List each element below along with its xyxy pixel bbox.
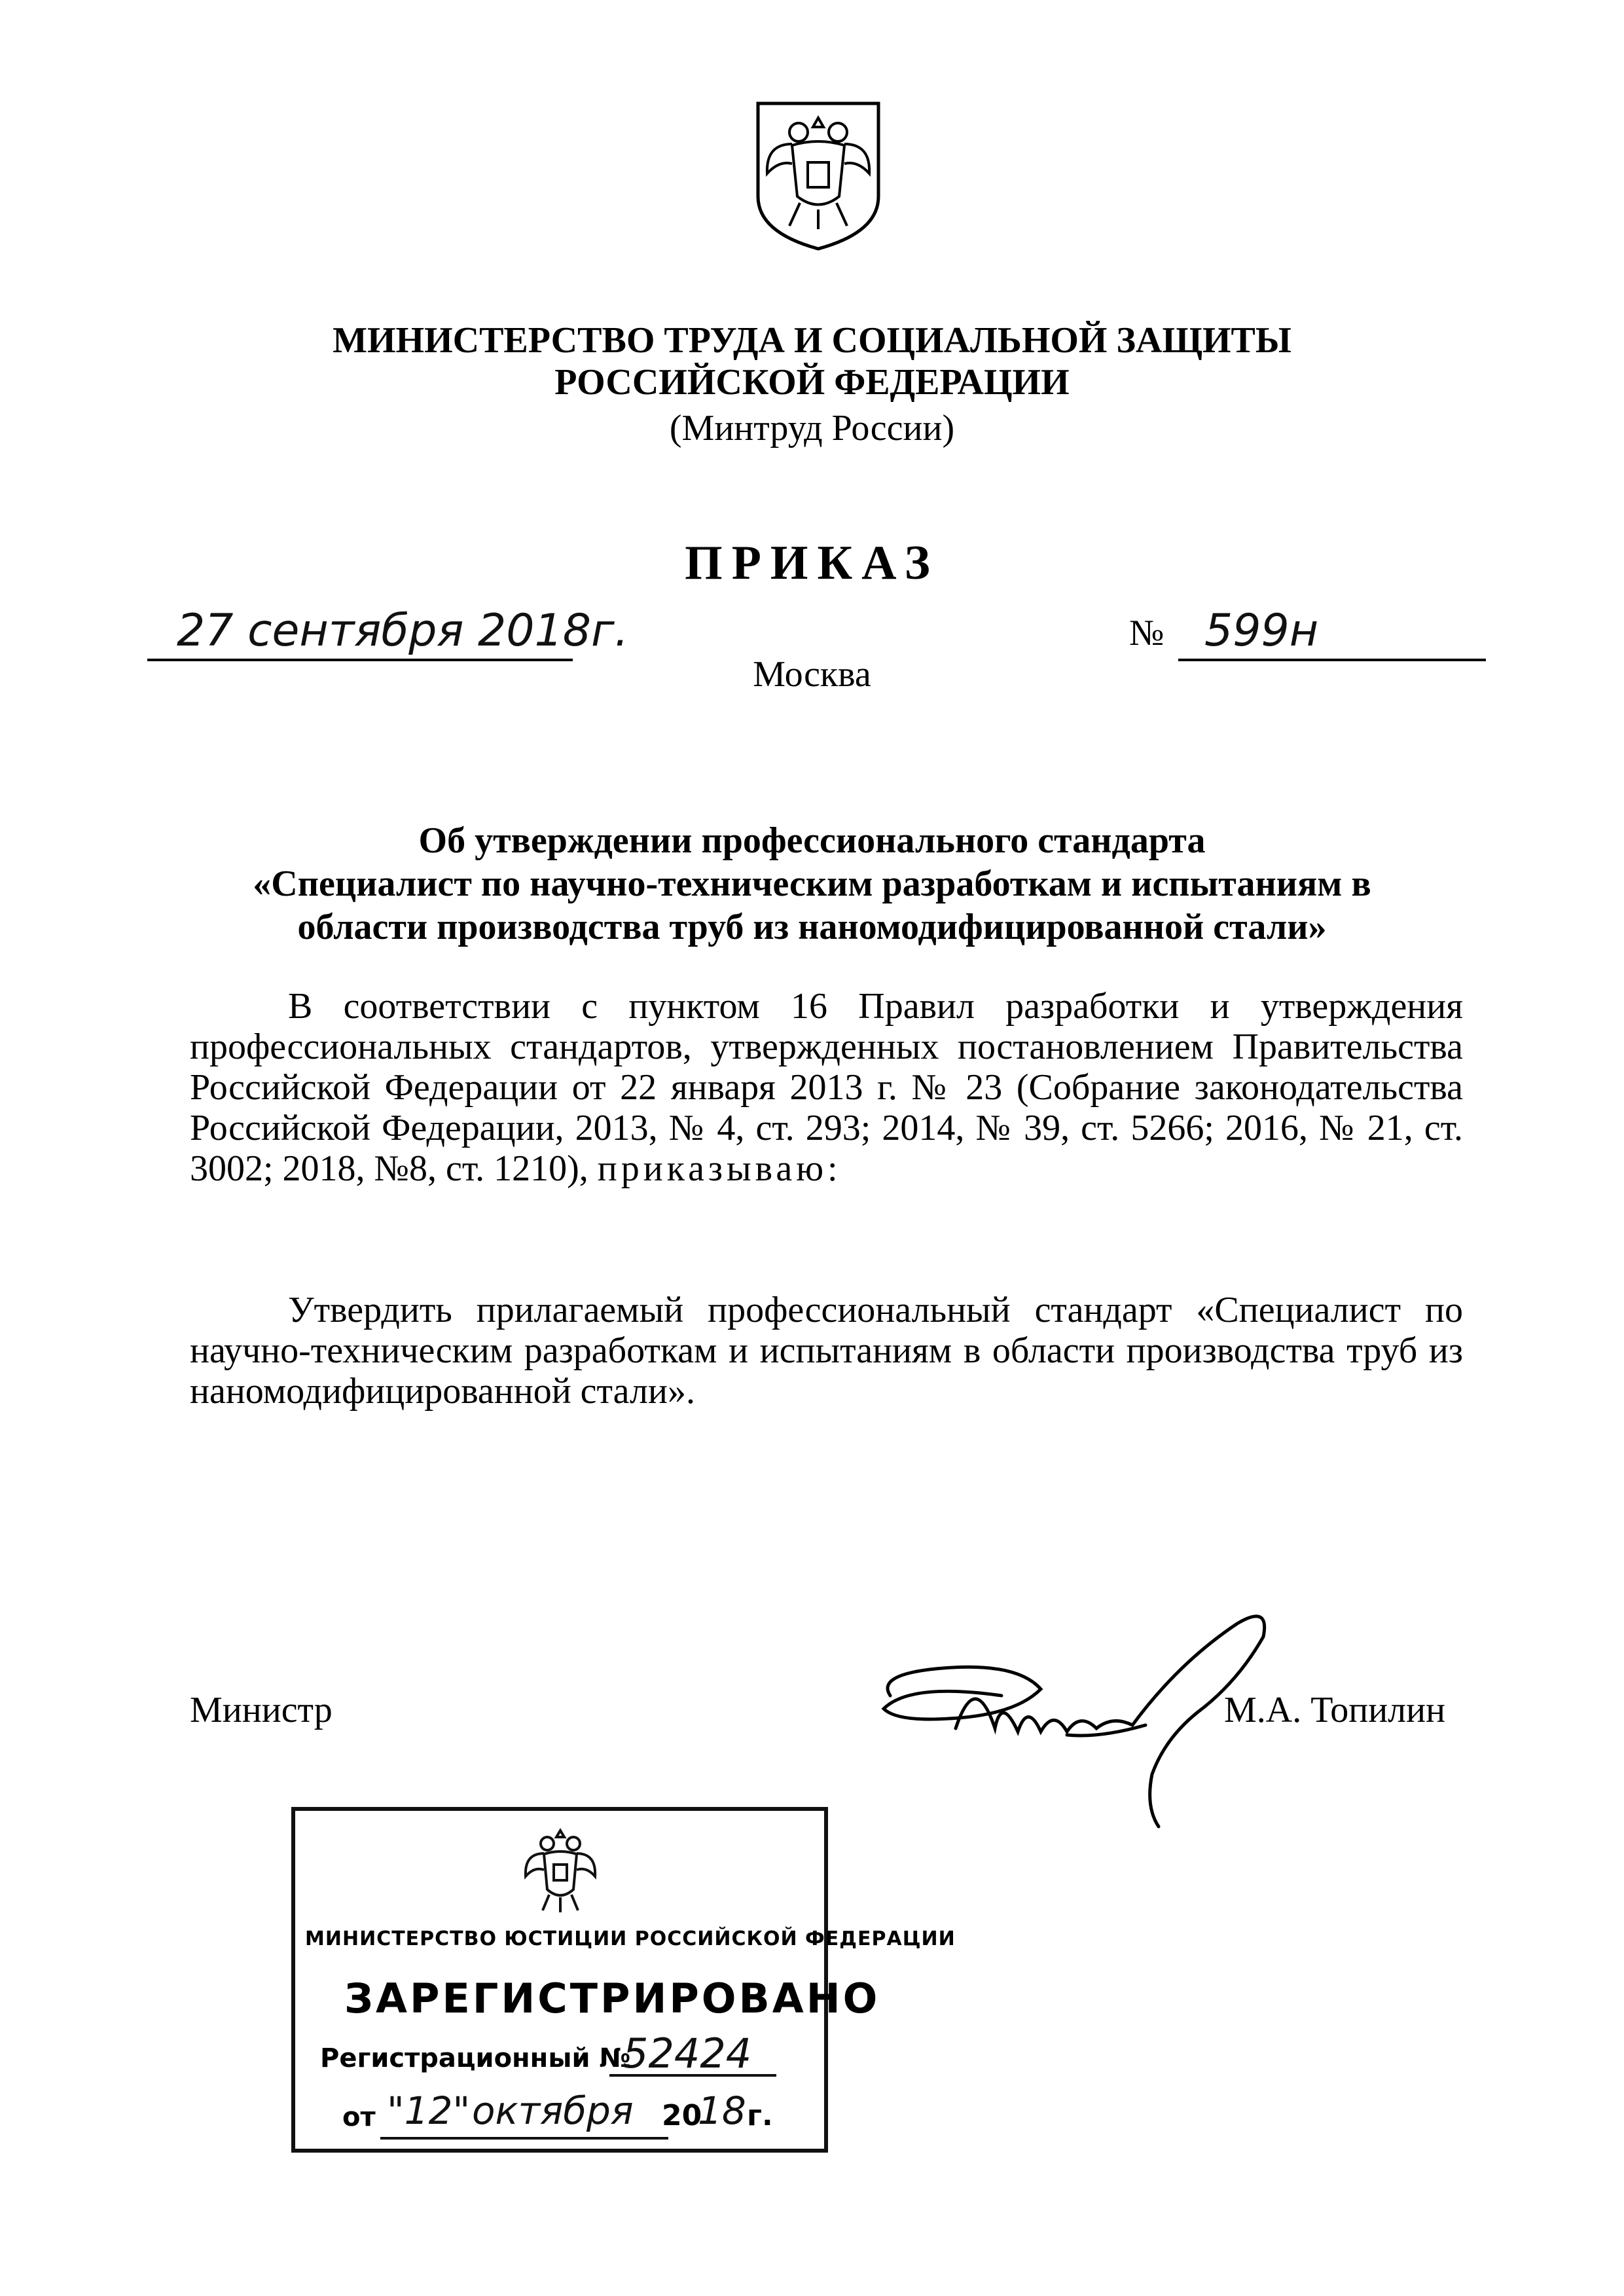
- paragraph-1-text: В соответствии с пунктом 16 Правил разработки и утверждения профессиональных стандартов, утвержденных постановлением Правительства Российской Федерации от 22 января 2013 г. № 23 (Собрание законодательства Российской Федерации, 2013, № 4, ст. 293; 2014, № 39, ст. 5266; 2016, № 21, ст. 3002; 2018, №8, ст. 1210),: [190, 986, 1463, 1189]
- number-line: [1178, 602, 1486, 661]
- stamp-status: ЗАРЕГИСТРИРОВАНО: [344, 1975, 880, 2022]
- handwritten-order-number: 599н: [1204, 605, 1319, 657]
- paragraph-2-text: Утвердить прилагаемый профессиональный стандарт «Специалист по научно-техническим разработкам и испытаниям в области производства труб из наномодифицированной стали».: [190, 1290, 1463, 1412]
- stamp-reg-number: 52424: [623, 2030, 752, 2077]
- stamp-date-month: октября: [472, 2088, 634, 2133]
- date-line: [147, 602, 629, 661]
- stamp-date-suffix: г.: [747, 2099, 773, 2132]
- number-sign: №: [1129, 613, 1164, 653]
- document-title: ПРИКАЗ: [685, 536, 939, 590]
- stamp-reg-label: Регистрационный №: [320, 2043, 631, 2073]
- ministry-short-name: (Минтруд России): [669, 408, 955, 448]
- coat-of-arms-emblem: [753, 98, 884, 252]
- stamp-reg-line: [609, 2030, 776, 2077]
- stamp-date-line: [380, 2137, 668, 2140]
- body-paragraph-2: [190, 1290, 1463, 1412]
- body-paragraph-1: [190, 986, 1463, 1189]
- stamp-coat-of-arms-icon: [518, 1824, 603, 1916]
- stamp-date-day: "12": [387, 2088, 471, 2133]
- stamp-date-year-prefix: 20: [662, 2099, 702, 2132]
- subject-line1: Об утверждении профессионального стандарта: [418, 820, 1206, 861]
- subject-line2: «Специалист по научно-техническим разработкам и испытаниям в: [253, 864, 1371, 904]
- signatory-name: М.А. Топилин: [1224, 1690, 1446, 1730]
- stamp-ministry: МИНИСТЕРСТВО ЮСТИЦИИ РОССИЙСКОЙ ФЕДЕРАЦИИ: [305, 1927, 956, 1950]
- ministry-name-line1: МИНИСТЕРСТВО ТРУДА И СОЦИАЛЬНОЙ ЗАЩИТЫ: [333, 320, 1291, 361]
- stamp-date-prefix: от: [342, 2102, 376, 2132]
- stamp-date-year: 18: [698, 2088, 746, 2133]
- subject-line3: области производства труб из наномодифицированной стали»: [297, 907, 1327, 947]
- registration-stamp: [291, 1807, 956, 2153]
- ministry-name-line2: РОССИЙСКОЙ ФЕДЕРАЦИИ: [554, 362, 1070, 403]
- order-verb: приказываю:: [597, 1148, 842, 1189]
- signatory-position: Министр: [190, 1690, 333, 1730]
- handwritten-date: 27 сентября 2018г.: [177, 605, 629, 657]
- city-name: Москва: [753, 654, 871, 695]
